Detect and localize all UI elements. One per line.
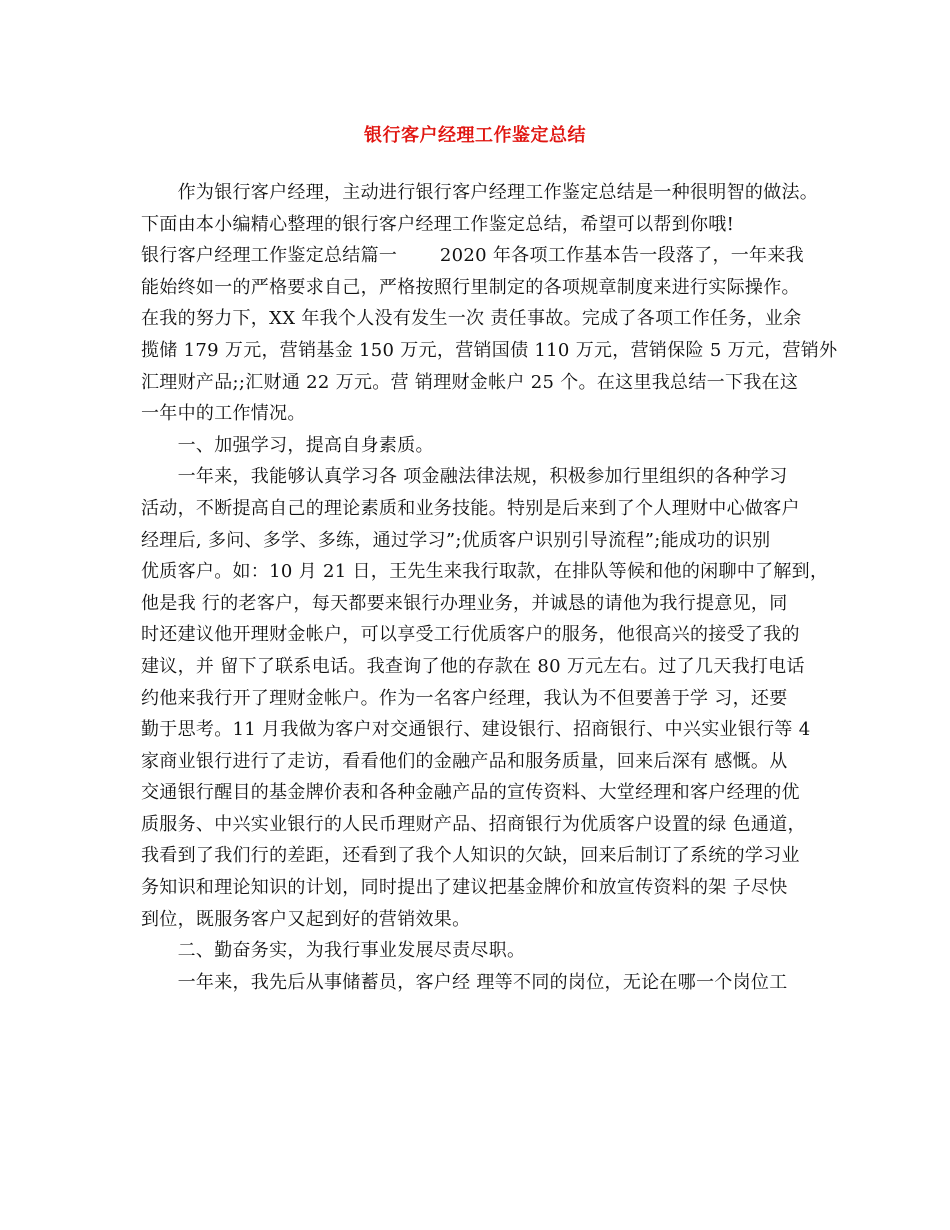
text-line: 时还建议他开理财金帐户，可以享受工行优质客户的服务，他很高兴的接受了我的 <box>141 624 800 646</box>
text-line: 交通银行醒目的基金牌价表和各种金融产品的宣传资料、大堂经理和客户经理的优 <box>141 782 800 804</box>
document-title: 银行客户经理工作鉴定总结 <box>364 125 586 146</box>
text-line: 一、加强学习，提高自身素质。 <box>141 434 434 456</box>
text-line: 建议，并 留下了联系电话。我查询了他的存款在 80 万元左右。过了几天我打电话 <box>141 655 805 677</box>
document-body <box>141 177 838 998</box>
text-line: 家商业银行进行了走访，看看他们的金融产品和服务质量，回来后深有 感慨。从 <box>141 750 788 772</box>
text-line: 能始终如一的严格要求自己，严格按照行里制定的各项规章制度来进行实际操作。 <box>141 276 800 298</box>
text-line: 一年中的工作情况。 <box>141 403 306 425</box>
text-line: 一年来，我先后从事储蓄员，客户经 理等不同的岗位，无论在哪一个岗位工 <box>141 971 788 993</box>
text-line: 在我的努力下，XX 年我个人没有发生一次 责任事故。完成了各项工作任务，业余 <box>141 308 802 330</box>
text-line: 经理后, 多问、多学、多练，通过学习”;优质客户识别引导流程”;能成功的识别 <box>141 529 771 551</box>
text-line: 我看到了我们行的差距，还看到了我个人知识的欠缺，回来后制订了系统的学习业 <box>141 845 800 867</box>
text-line: 作为银行客户经理，主动进行银行客户经理工作鉴定总结是一种很明智的做法。 <box>141 182 819 203</box>
text-line: 约他来我行开了理财金帐户。作为一名客户经理，我认为不但要善于学 习，还要 <box>141 687 788 709</box>
text-line: 一年来，我能够认真学习各 项金融法律法规，积极参加行里组织的各种学习 <box>141 466 788 488</box>
text-line: 汇理财产品;;汇财通 22 万元。营 销理财金帐户 25 个。在这里我总结一下我在这 <box>141 371 799 393</box>
text-line: 二、勤奋务实，为我行事业发展尽责尽职。 <box>141 940 526 962</box>
text-line: 务知识和理论知识的计划，同时提出了建议把基金牌价和放宣传资料的架 子尽快 <box>141 877 788 899</box>
text-line: 揽储 179 万元，营销基金 150 万元，营销国债 110 万元，营销保险 5 万元，营销外 <box>141 339 838 361</box>
text-line: 到位，既服务客户又起到好的营销效果。 <box>141 908 471 930</box>
text-line: 活动，不断提高自己的理论素质和业务技能。特别是后来到了个人理财中心做客户 <box>141 497 800 519</box>
text-line: 质服务、中兴实业银行的人民币理财产品、招商银行为优质客户设置的绿 色通道， <box>141 813 806 835</box>
text-line: 优质客户。如：10 月 21 日，王先生来我行取款，在排队等候和他的闲聊中了解到， <box>141 561 829 583</box>
text-line: 下面由本小编精心整理的银行客户经理工作鉴定总结，希望可以帮到你哦! <box>141 213 735 235</box>
text-line: 银行客户经理工作鉴定总结篇一 2020 年各项工作基本告一段落了，一年来我 <box>141 245 804 267</box>
text-line: 勤于思考。11 月我做为客户对交通银行、建设银行、招商银行、中兴实业银行等 4 <box>141 719 811 741</box>
text-line: 他是我 行的老客户，每天都要来银行办理业务，并诚恳的请他为我行提意见，同 <box>141 592 788 614</box>
